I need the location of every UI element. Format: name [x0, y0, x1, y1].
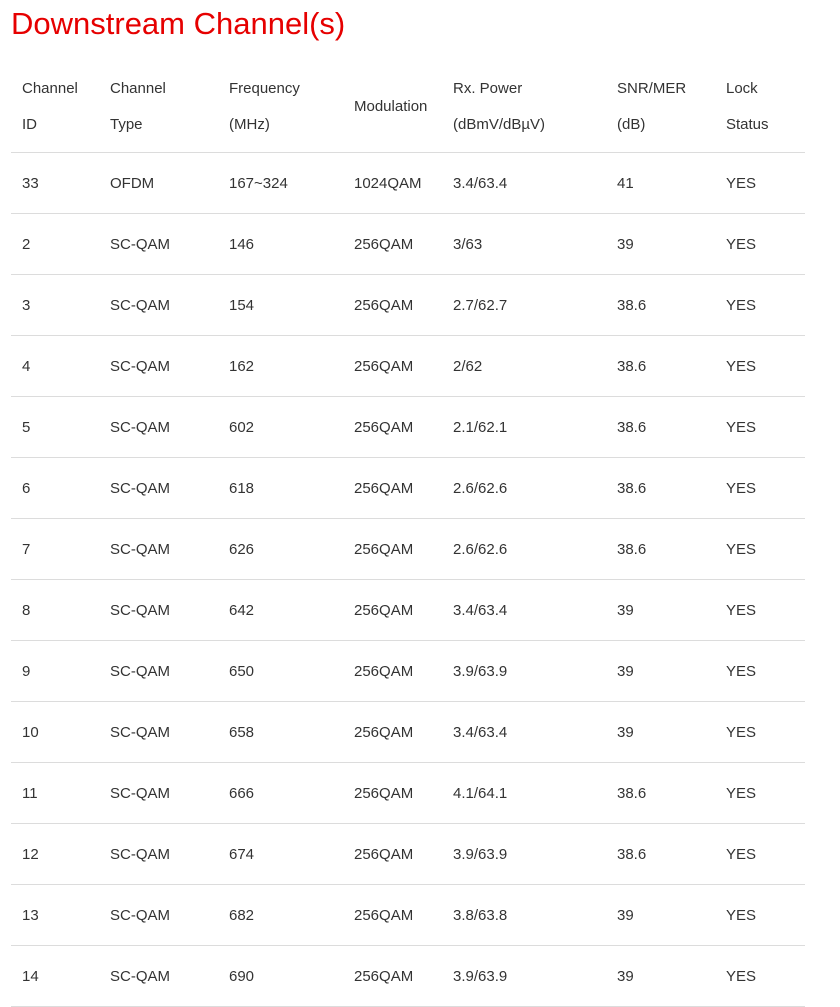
header-line: (dBmV/dBµV): [453, 116, 545, 133]
cell-rx-power: 3.4/63.4: [442, 580, 606, 641]
table-row: [11, 397, 805, 458]
header-frequency: [218, 62, 343, 153]
cell-rx-power: 3.8/63.8: [442, 885, 606, 946]
cell-frequency: 602: [218, 397, 343, 458]
cell-snr-mer: 39: [606, 702, 715, 763]
cell-channel-type: SC-QAM: [99, 214, 218, 275]
cell-modulation: 256QAM: [343, 702, 442, 763]
cell-channel-type: OFDM: [99, 153, 218, 214]
cell-rx-power: 3.4/63.4: [442, 153, 606, 214]
cell-channel-id: 14: [11, 946, 99, 1007]
cell-lock-status: YES: [715, 824, 805, 885]
header-line: Status: [726, 116, 769, 133]
cell-modulation: 256QAM: [343, 214, 442, 275]
header-line: Type: [110, 116, 143, 133]
cell-lock-status: YES: [715, 397, 805, 458]
downstream-channel-table: [11, 62, 805, 1007]
header-rx-power: [442, 62, 606, 153]
cell-channel-id: 4: [11, 336, 99, 397]
header-line: Rx. Power: [453, 80, 523, 97]
cell-channel-type: SC-QAM: [99, 397, 218, 458]
cell-channel-id: 8: [11, 580, 99, 641]
cell-lock-status: YES: [715, 702, 805, 763]
cell-channel-id: 33: [11, 153, 99, 214]
header-line: Modulation: [354, 98, 428, 115]
cell-lock-status: YES: [715, 580, 805, 641]
cell-snr-mer: 38.6: [606, 519, 715, 580]
cell-frequency: 682: [218, 885, 343, 946]
cell-snr-mer: 39: [606, 214, 715, 275]
cell-lock-status: YES: [715, 946, 805, 1007]
cell-rx-power: 2.1/62.1: [442, 397, 606, 458]
cell-snr-mer: 38.6: [606, 336, 715, 397]
table-row: [11, 519, 805, 580]
cell-channel-id: 6: [11, 458, 99, 519]
cell-lock-status: YES: [715, 275, 805, 336]
table-row: [11, 763, 805, 824]
cell-channel-type: SC-QAM: [99, 824, 218, 885]
cell-modulation: 256QAM: [343, 336, 442, 397]
table-row: [11, 641, 805, 702]
cell-lock-status: YES: [715, 641, 805, 702]
header-line: ID: [22, 116, 37, 133]
cell-frequency: 618: [218, 458, 343, 519]
cell-channel-id: 13: [11, 885, 99, 946]
cell-channel-id: 3: [11, 275, 99, 336]
cell-channel-id: 12: [11, 824, 99, 885]
cell-modulation: 256QAM: [343, 519, 442, 580]
cell-frequency: 674: [218, 824, 343, 885]
cell-channel-type: SC-QAM: [99, 336, 218, 397]
cell-channel-type: SC-QAM: [99, 885, 218, 946]
cell-modulation: 256QAM: [343, 397, 442, 458]
table-row: [11, 458, 805, 519]
header-line: Channel: [22, 80, 78, 97]
cell-snr-mer: 38.6: [606, 458, 715, 519]
cell-frequency: 154: [218, 275, 343, 336]
cell-channel-id: 11: [11, 763, 99, 824]
cell-channel-type: SC-QAM: [99, 641, 218, 702]
cell-lock-status: YES: [715, 214, 805, 275]
table-row: [11, 824, 805, 885]
cell-modulation: 256QAM: [343, 885, 442, 946]
cell-modulation: 256QAM: [343, 458, 442, 519]
header-line: (MHz): [229, 116, 270, 133]
header-line: Lock: [726, 80, 758, 97]
cell-rx-power: 2.7/62.7: [442, 275, 606, 336]
cell-channel-type: SC-QAM: [99, 275, 218, 336]
cell-snr-mer: 39: [606, 580, 715, 641]
cell-lock-status: YES: [715, 763, 805, 824]
cell-channel-type: SC-QAM: [99, 702, 218, 763]
cell-snr-mer: 38.6: [606, 275, 715, 336]
cell-channel-id: 9: [11, 641, 99, 702]
cell-rx-power: 3/63: [442, 214, 606, 275]
table-row: [11, 275, 805, 336]
table-row: [11, 153, 805, 214]
cell-channel-type: SC-QAM: [99, 580, 218, 641]
cell-channel-id: 5: [11, 397, 99, 458]
header-modulation: [343, 62, 442, 153]
cell-channel-type: SC-QAM: [99, 458, 218, 519]
cell-rx-power: 2.6/62.6: [442, 519, 606, 580]
cell-lock-status: YES: [715, 458, 805, 519]
cell-frequency: 666: [218, 763, 343, 824]
table-row: [11, 946, 805, 1007]
cell-frequency: 167~324: [218, 153, 343, 214]
cell-rx-power: 3.9/63.9: [442, 641, 606, 702]
cell-rx-power: 2.6/62.6: [442, 458, 606, 519]
cell-modulation: 256QAM: [343, 641, 442, 702]
cell-channel-id: 10: [11, 702, 99, 763]
cell-modulation: 256QAM: [343, 824, 442, 885]
table-body: [11, 153, 805, 1007]
cell-channel-id: 7: [11, 519, 99, 580]
cell-frequency: 642: [218, 580, 343, 641]
cell-lock-status: YES: [715, 153, 805, 214]
table-row: [11, 336, 805, 397]
cell-channel-id: 2: [11, 214, 99, 275]
table-header-row: [11, 62, 805, 153]
cell-frequency: 650: [218, 641, 343, 702]
cell-snr-mer: 41: [606, 153, 715, 214]
cell-rx-power: 3.9/63.9: [442, 824, 606, 885]
header-line: Frequency: [229, 80, 300, 97]
cell-frequency: 162: [218, 336, 343, 397]
page-title: Downstream Channel(s): [11, 6, 346, 41]
header-channel-type: [99, 62, 218, 153]
cell-lock-status: YES: [715, 519, 805, 580]
table-row: [11, 702, 805, 763]
header-lock-status: [715, 62, 805, 153]
cell-rx-power: 2/62: [442, 336, 606, 397]
cell-snr-mer: 38.6: [606, 824, 715, 885]
cell-rx-power: 3.9/63.9: [442, 946, 606, 1007]
cell-frequency: 626: [218, 519, 343, 580]
cell-lock-status: YES: [715, 885, 805, 946]
cell-modulation: 256QAM: [343, 946, 442, 1007]
table-row: [11, 885, 805, 946]
header-line: SNR/MER: [617, 80, 687, 97]
cell-snr-mer: 39: [606, 946, 715, 1007]
header-snr-mer: [606, 62, 715, 153]
cell-frequency: 146: [218, 214, 343, 275]
cell-modulation: 256QAM: [343, 763, 442, 824]
cell-lock-status: YES: [715, 336, 805, 397]
cell-frequency: 658: [218, 702, 343, 763]
cell-modulation: 1024QAM: [343, 153, 442, 214]
header-line: (dB): [617, 116, 646, 133]
cell-modulation: 256QAM: [343, 275, 442, 336]
cell-snr-mer: 38.6: [606, 397, 715, 458]
cell-modulation: 256QAM: [343, 580, 442, 641]
cell-channel-type: SC-QAM: [99, 763, 218, 824]
cell-snr-mer: 39: [606, 641, 715, 702]
cell-snr-mer: 39: [606, 885, 715, 946]
cell-rx-power: 4.1/64.1: [442, 763, 606, 824]
cell-frequency: 690: [218, 946, 343, 1007]
cell-rx-power: 3.4/63.4: [442, 702, 606, 763]
table-row: [11, 214, 805, 275]
cell-snr-mer: 38.6: [606, 763, 715, 824]
cell-channel-type: SC-QAM: [99, 946, 218, 1007]
header-channel-id: [11, 62, 99, 153]
cell-channel-type: SC-QAM: [99, 519, 218, 580]
table-row: [11, 580, 805, 641]
header-line: Channel: [110, 80, 166, 97]
